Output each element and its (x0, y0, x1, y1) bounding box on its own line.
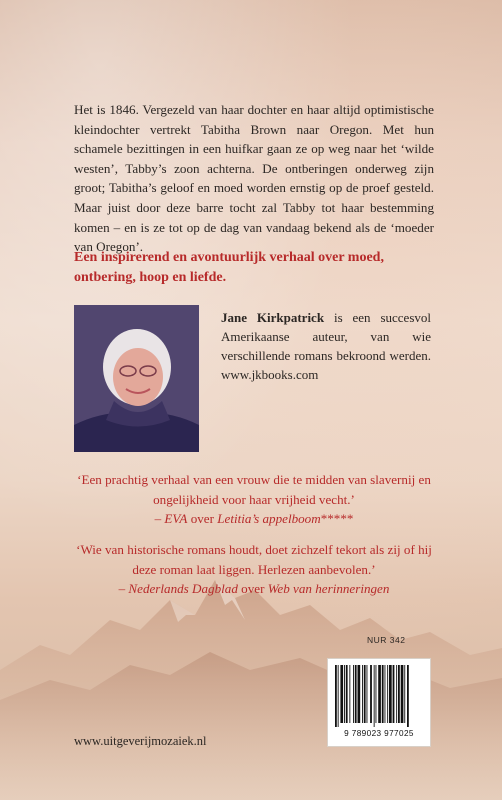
review-quote-2 (74, 540, 434, 599)
publisher-website[interactable]: www.uitgeverijmozaiek.nl (74, 734, 207, 748)
isbn-number: 9 789023 977025 (344, 729, 414, 738)
quote-source-name: Nederlands Dagblad (128, 581, 238, 597)
quote-text: ‘Wie van historische romans houdt, doet zichzelf tekort als zij of hij deze roman laat liggen. Herlezen aanbevolen.’ (76, 542, 432, 577)
quote-source: – Nederlands Dagblad over Web van herinneringen (118, 581, 390, 597)
nur-code: NUR 342 (367, 635, 406, 645)
quote-source-title: Web van herinneringen (267, 581, 390, 597)
quote-text: ‘Een prachtig verhaal van een vrouw die te midden van slavernij en ongelijkheid voor haar vrijheid vecht.’ (77, 472, 431, 507)
barcode-bars (335, 665, 423, 727)
quote-source-name: EVA (164, 511, 188, 527)
author-name: Jane Kirkpatrick (221, 310, 325, 325)
review-quote-1 (74, 470, 434, 529)
author-photo (74, 305, 199, 452)
blurb-text: Het is 1846. Vergezeld van haar dochter en haar altijd optimistische kleindochter vertrekt Tabitha Brown naar Oregon. Met hun schamele bezittingen in een huifkar gaan ze op weg naar het ‘wilde westen’, Tabby’s zoon achterna. De ontberingen onderweg zijn groot; Tabitha’s geloof en moed worden ernstig op de proef gesteld. Maar juist door deze barre tocht zal Tabby tot haar bestemming komen – en is ze tot op de dag van vandaag bekend als de ‘moeder van Oregon’. (74, 102, 434, 255)
tagline: Een inspirerend en avontuurlijk verhaal over moed, ontbering, hoop en liefde. (74, 250, 384, 285)
author-bio (221, 308, 431, 384)
quote-source: – EVA over Letitia’s appelboom***** (154, 511, 354, 527)
quote-source-title: Letitia’s appelboom (217, 511, 321, 527)
author-bio-text: is een succesvol Amerikaanse auteur, van wie verschillende romans bekroond werden. www.jkbooks.com (221, 310, 431, 382)
quote-rating: ***** (320, 511, 354, 527)
barcode (327, 658, 431, 747)
